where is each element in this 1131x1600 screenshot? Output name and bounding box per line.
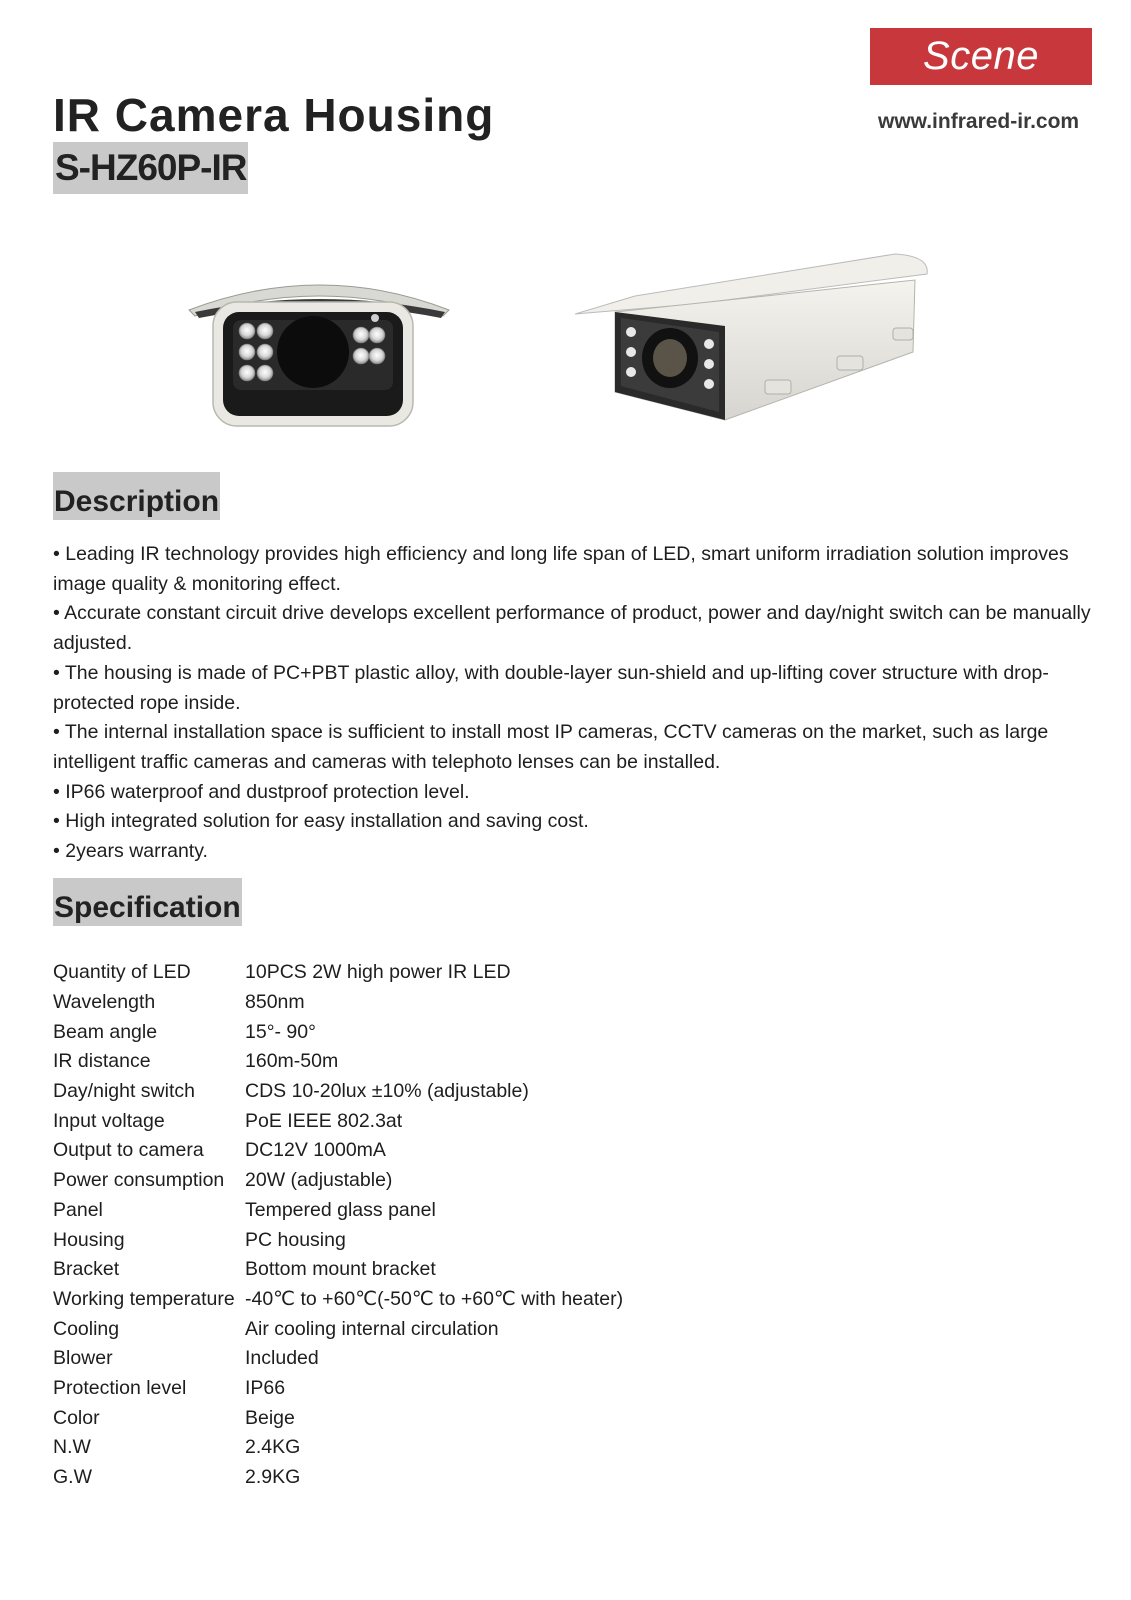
spec-label: Housing [53,1228,125,1251]
description-heading: Description [53,472,220,520]
spec-label: G.W [53,1466,92,1489]
spec-value: PoE IEEE 802.3at [245,1109,403,1132]
registered-mark: ® [1100,22,1114,42]
table-row [53,988,623,1018]
table-row [53,958,623,988]
table-row [53,1196,623,1226]
specification-heading: Specification [53,878,242,926]
spec-value: Tempered glass panel [245,1198,436,1221]
spec-value: Included [245,1347,319,1370]
spec-value: 160m-50m [245,1050,339,1073]
list-item: • IP66 waterproof and dustproof protection level. [53,780,470,803]
spec-value: CDS 10-20lux ±10% (adjustable) [245,1080,529,1103]
table-row [53,1314,623,1344]
spec-label: Working temperature [53,1287,235,1310]
table-row [53,1255,623,1285]
list-item: • The internal installation space is sufficient to install most IP cameras, CCTV cameras on the market, such as large intelligent traffic cameras and cameras with telephoto lenses can be installed. [53,721,1049,773]
spec-label: Beam angle [53,1020,158,1043]
page-title: IR Camera Housing [53,89,495,141]
camera-housing-side-icon [575,252,935,432]
spec-label: Wavelength [53,991,156,1014]
spec-value: 10PCS 2W high power IR LED [245,961,511,984]
spec-label: IR distance [53,1050,151,1073]
table-row [53,1403,623,1433]
table-row [53,1225,623,1255]
model-number: S-HZ60P-IR [53,142,248,194]
spec-label: Power consumption [53,1169,225,1192]
spec-value: 2.4KG [245,1436,301,1459]
spec-value: 850nm [245,991,305,1014]
spec-label: Output to camera [53,1139,204,1162]
table-row [53,1166,623,1196]
spec-value: PC housing [245,1228,346,1251]
spec-label: N.W [53,1436,91,1459]
table-row [53,1047,623,1077]
list-item: • 2years warranty. [53,840,208,863]
table-row [53,1433,623,1463]
specification-table [53,958,623,1492]
spec-label: Day/night switch [53,1080,195,1103]
spec-label: Bracket [53,1258,120,1281]
spec-value: DC12V 1000mA [245,1139,386,1162]
brand-logo-text: Scene [923,34,1039,78]
spec-label: Blower [53,1347,113,1370]
table-row [53,1344,623,1374]
spec-label: Color [53,1406,100,1429]
spec-value: Beige [245,1406,295,1429]
spec-value: Air cooling internal circulation [245,1317,499,1340]
list-item: • The housing is made of PC+PBT plastic alloy, with double-layer sun-shield and up-lifting cover structure with drop-protected rope inside. [53,661,1049,714]
description-list [53,540,1093,867]
table-row [53,1136,623,1166]
table-row [53,1077,623,1107]
spec-label: Protection level [53,1376,187,1399]
list-item: • Leading IR technology provides high efficiency and long life span of LED, smart uniform irradiation solution improves image quality & monitoring effect. [53,543,1069,595]
spec-value: 15°- 90° [245,1020,316,1043]
spec-value: 2.9KG [245,1466,301,1489]
table-row [53,1374,623,1404]
spec-value: Bottom mount bracket [245,1258,436,1281]
spec-label: Quantity of LED [53,961,191,984]
table-row [53,1463,623,1493]
list-item: • Accurate constant circuit drive develops excellent performance of product, power and day/night switch can be manually adjusted. [53,602,1091,655]
spec-value: 20W (adjustable) [245,1169,393,1192]
table-row [53,1017,623,1047]
table-row [53,1285,623,1315]
spec-value: -40℃ to +60℃(-50℃ to +60℃ with heater) [245,1288,624,1311]
table-row [53,1106,623,1136]
spec-label: Panel [53,1198,103,1221]
camera-housing-front-icon [185,272,455,432]
spec-label: Input voltage [53,1109,165,1132]
list-item: • High integrated solution for easy installation and saving cost. [53,810,589,833]
website-link[interactable]: www.infrared-ir.com [878,110,1080,133]
spec-value: IP66 [245,1376,286,1399]
spec-label: Cooling [53,1317,120,1340]
brand-logo [870,22,1114,85]
